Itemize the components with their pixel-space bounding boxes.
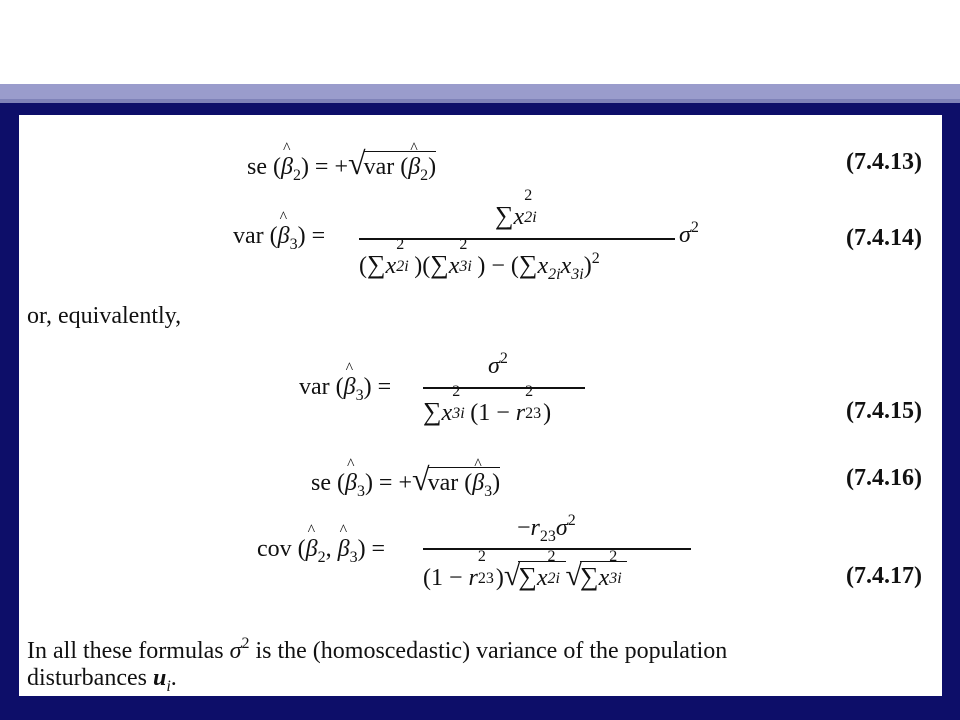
equation-number-7-4-17: (7.4.17) xyxy=(846,563,922,589)
slide-header-band xyxy=(0,84,960,99)
equation-7-4-17-fraction-line xyxy=(423,548,691,550)
equation-7-4-16: se (^ $\beta_3) = +√var$ (^ $\beta_3$) xyxy=(311,463,500,500)
footer-text-line-1: In all these formulas $\sigma^2$ is the (homoscedastic) variance of the population xyxy=(27,635,728,664)
equation-number-7-4-14: (7.4.14) xyxy=(846,225,922,251)
equation-7-4-14-fraction-line xyxy=(359,238,675,240)
equation-7-4-14-sigma: $\sigma^2$ xyxy=(679,219,699,248)
equation-7-4-17-lhs: cov (^ $\beta_2$, ^ $\beta_3$) = xyxy=(257,537,385,566)
or-equivalently-text: or, equivalently, xyxy=(27,303,182,329)
equation-7-4-17-numerator: $-r_{23}\sigma^2$ xyxy=(517,512,576,545)
equation-7-4-14-lhs: var (^ $\beta_3$) = xyxy=(233,224,325,253)
equation-number-7-4-15: (7.4.15) xyxy=(846,398,922,424)
equation-7-4-13: se (^ $\beta_2) = +√var$ (^ $\beta_2$) xyxy=(247,147,436,184)
equation-7-4-15-denominator: ∑x 2 3i (1 − r 2 23 ) xyxy=(423,383,552,426)
equation-7-4-14-numerator: ∑x 2 2i xyxy=(495,187,537,230)
equation-panel xyxy=(19,115,942,696)
equation-7-4-15-fraction-line xyxy=(423,387,585,389)
equation-number-7-4-13: (7.4.13) xyxy=(846,149,922,175)
equation-7-4-14-denominator: (∑x 2 2i )(∑x 2 3i ) − $(\sum x_{2i}x_{3i})^2$ xyxy=(359,236,600,283)
equation-7-4-17-denominator: (1 − r 2 23 )√∑x 2 2i √∑x 2 3i xyxy=(423,561,627,591)
equation-7-4-15-lhs: var (^ $\beta_3$) = xyxy=(299,375,391,404)
equation-7-4-15-numerator: $\sigma^2$ xyxy=(488,350,508,379)
footer-text-line-2: disturbances $u_i$. xyxy=(27,665,177,695)
equation-number-7-4-16: (7.4.16) xyxy=(846,465,922,491)
